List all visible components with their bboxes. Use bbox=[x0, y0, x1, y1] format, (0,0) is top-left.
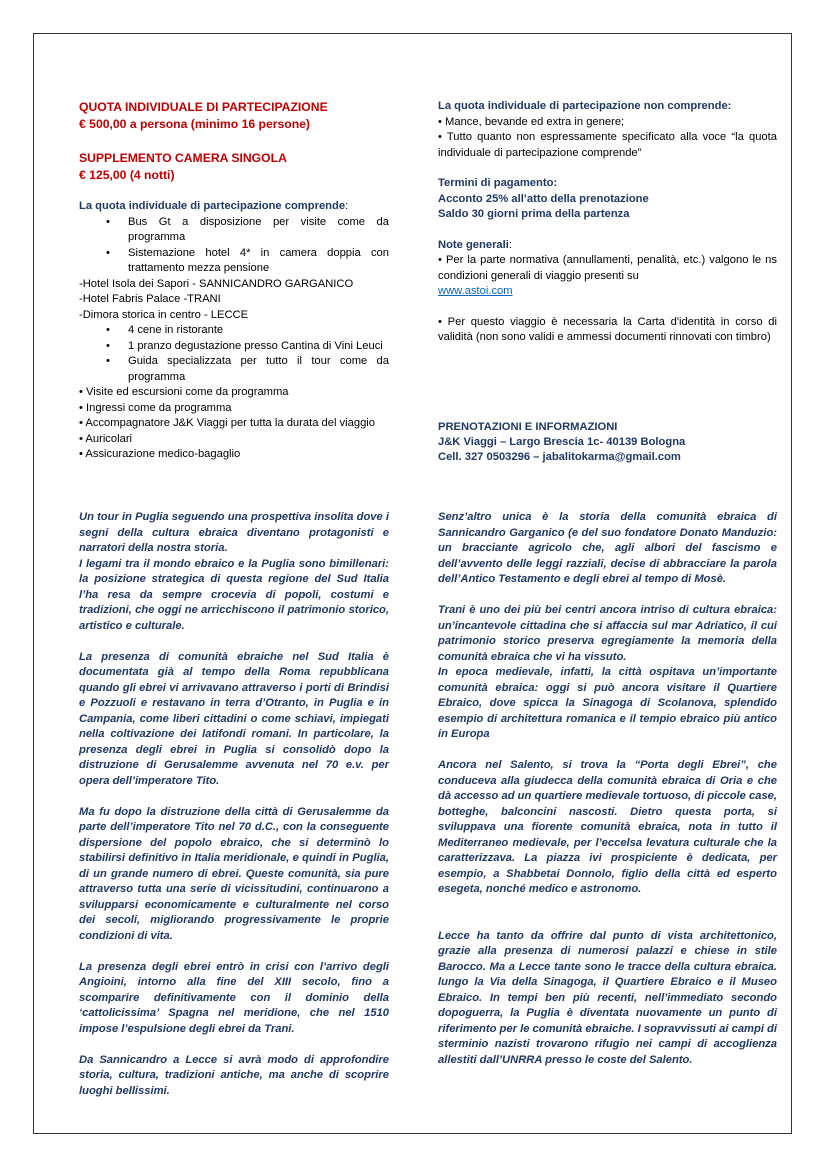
price-title: QUOTA INDIVIDUALE DI PARTECIPAZIONE bbox=[79, 100, 328, 114]
payment-heading: Termini di pagamento: bbox=[438, 177, 558, 189]
list-item: • 1 pranzo degustazione presso Cantina di Vini Leuci bbox=[128, 339, 389, 355]
contacts-heading: PRENOTAZIONI E INFORMAZIONI bbox=[438, 421, 618, 433]
hotel-item: -Hotel Fabris Palace -TRANI bbox=[79, 293, 221, 305]
hotel-item: -Dimora storica in centro - LECCE bbox=[79, 308, 249, 321]
includes-heading: La quota individuale di partecipazione comprende: bbox=[79, 200, 349, 212]
hotel-item: -Hotel Isola dei Sapori - SANNICANDRO GARGANICO bbox=[79, 277, 354, 290]
list-item: • Mance, bevande ed extra in genere; bbox=[438, 115, 625, 128]
contacts-phone: Cell. 327 0503296 – jabalitokarma@gmail.com bbox=[438, 451, 681, 463]
story-right-column bbox=[438, 510, 777, 1084]
story-paragraph: Senz’altro unica è la storia della comunità ebraica di Sannicandro Garganico (e del suo fondatore Donato Manduzio: un bracciante agricolo che, agli albori del fascismo e dell’avvento delle leggi razziali, decise di abbracciare la parola dell’Antico Testamento e degli ebrei al tempo di Mosè. bbox=[438, 511, 777, 585]
list-item: • Ingressi come da programma bbox=[79, 401, 232, 414]
right-info-column bbox=[438, 99, 777, 463]
payment-line: Saldo 30 giorni prima della partenza bbox=[438, 208, 630, 220]
list-item: • Visite ed escursioni come da programma bbox=[79, 386, 289, 398]
story-paragraph: Lecce ha tanto da offrire dal punto di vista architettonico, grazie alla presenza di numerosi palazzi e chiese in stile Barocco. Ma a Lecce tante sono le tracce della cultura ebraica. lungo la Via della Sinagoga, il Quartiere Ebraico e il Museo Ebraico. In tempi ben più recenti, nell’immediato secondo dopoguerra, la Puglia è diventata nuovamente un punto di riferimento per le comunità ebraiche. I sopravvissuti ai campi di sterminio nazisti trovarono rifugio nei campi di accoglienza allestiti dall’UNRRA presso le coste del Salento. bbox=[438, 929, 777, 1066]
story-paragraph: I legami tra il mondo ebraico e la Puglia sono bimillenari: la posizione strategica di questa regione del Sud Italia l’ha resa da sempre crocevia di popoli, costumi e tradizioni, che oggi ne arricchiscono il patrimonio storico, artistico e culturale. bbox=[79, 557, 389, 632]
single-supplement-title: SUPPLEMENTO CAMERA SINGOLA bbox=[79, 151, 287, 165]
contacts-agency: J&K Viaggi – Largo Brescia 1c- 40139 Bologna bbox=[438, 436, 686, 448]
notes-item-1: • Per la parte normativa (annullamenti, penalità, etc.) valgono le ns condizioni generali di viaggio presenti su www.astoi.com bbox=[438, 254, 777, 297]
list-item: • Assicurazione medico-bagaglio bbox=[79, 448, 241, 460]
notes-item-2: • Per questo viaggio è necessaria la Carta d'identità in corso di validità (non sono validi e ammessi documenti rinnovati con timbro) bbox=[438, 315, 777, 343]
includes-bullets-b bbox=[79, 323, 389, 385]
story-paragraph: Ma fu dopo la distruzione della città di Gerusalemme da parte dell’imperatore Tito nel 70 d.C., con la conseguente dispersione del popolo ebraico, che si determinò lo stabilirsi definitivo in Italia meridionale, e quindi in Puglia, di un grande numero di ebrei. Queste comunità, sia pure attraverso tutta una serie di vicissitudini, continuarono a svilupparsi economicamente e culturalmente nel corso dei secoli, migliorando progressivamente le proprie condizioni di vita. bbox=[79, 805, 389, 942]
payment-line: Acconto 25% all’atto della prenotazione bbox=[438, 192, 649, 205]
astoi-link[interactable]: www.astoi.com bbox=[438, 285, 513, 297]
story-paragraph: In epoca medievale, infatti, la città ospitava un’importante comunità ebraica: oggi si può ancora visitare il Quartiere Ebraico, dove spicca la Sinagoga di Scolanova, splendido esempio di architettura romanica e il tempio ebraico più antico in Europa bbox=[438, 666, 777, 740]
price-amount: € 500,00 a persona (minimo 16 persone) bbox=[79, 117, 310, 131]
list-item: • Sistemazione hotel 4* in camera doppia con trattamento mezza pensione bbox=[128, 246, 389, 277]
story-paragraph: La presenza degli ebrei entrò in crisi con l’arrivo degli Angioini, intorno alla fine del XIII secolo, fino a scomparire definitivamente con il dominio della ‘cattolicissima’ Spagna nel meridione, che nel 1510 impose l’espulsione degli ebrei da Trani. bbox=[79, 960, 389, 1035]
story-paragraph: Ancora nel Salento, si trova la “Porta degli Ebrei”, che conduceva alla giudecca della comunità ebraica di Oria e che dà accesso ad un quartiere medievale tortuoso, di piccole case, botteghe, balconcini nascosti. Dietro questa porta, si sviluppava una fiorente comunità ebraica, nota in tutto il Mediterraneo medievale, per l’eccelsa levatura culturale che la caratterizzava. La piazza ivi prospiciente è dedicata, per esempio, a Shabbetai Donnolo, figlio della città ed esperto esegeta, nonché medico e astronomo. bbox=[438, 759, 777, 895]
list-item: • 4 cene in ristorante bbox=[128, 323, 389, 339]
list-item: • Bus Gt a disposizione per visite come da programma bbox=[128, 215, 389, 246]
list-item: • Guida specializzata per tutto il tour come da programma bbox=[128, 354, 389, 385]
notes-heading: Note generali: bbox=[438, 238, 512, 251]
excludes-heading: La quota individuale di partecipazione non comprende: bbox=[438, 100, 732, 112]
includes-bullets-a bbox=[79, 215, 389, 277]
list-item: • Tutto quanto non espressamente specificato alla voce “la quota individuale di partecipazione comprende” bbox=[438, 131, 777, 159]
left-info-column bbox=[79, 99, 389, 463]
story-paragraph: Un tour in Puglia seguendo una prospettiva insolita dove i segni della cultura ebraica diventano protagonisti e narratori della nostra storia. bbox=[79, 511, 389, 554]
list-item: • Auricolari bbox=[79, 432, 133, 445]
story-left-column bbox=[79, 510, 389, 1115]
list-item: • Accompagnatore J&K Viaggi per tutta la durata del viaggio bbox=[79, 417, 376, 429]
story-paragraph: La presenza di comunità ebraiche nel Sud Italia è documentata già al tempo della Roma repubblicana quando gli ebrei vi arrivavano attraverso i porti di Brindisi e Pozzuoli e restavano in terra d’Otranto, in Puglia e in Campania, come liberi cittadini o come schiavi, impiegati nella coltivazione dei latifondi romani. In particolare, la presenza degli ebrei in Puglia si consolidò dopo la distruzione di Gerusalemme avvenuta nel 70 e.v. per opera dell’imperatore Tito. bbox=[79, 650, 389, 787]
story-paragraph: Da Sannicandro a Lecce si avrà modo di approfondire storia, cultura, tradizioni antiche, ma anche di scoprire luoghi bellissimi. bbox=[79, 1053, 389, 1097]
single-supplement-amount: € 125,00 (4 notti) bbox=[79, 168, 175, 182]
story-paragraph: Trani è uno dei più bei centri ancora intriso di cultura ebraica: un’incantevole cittadina che si affaccia sul mar Adriatico, il cui patrimonio storico preserva egregiamente la memoria della comunità ebraica che vi ha vissuto. bbox=[438, 604, 777, 663]
